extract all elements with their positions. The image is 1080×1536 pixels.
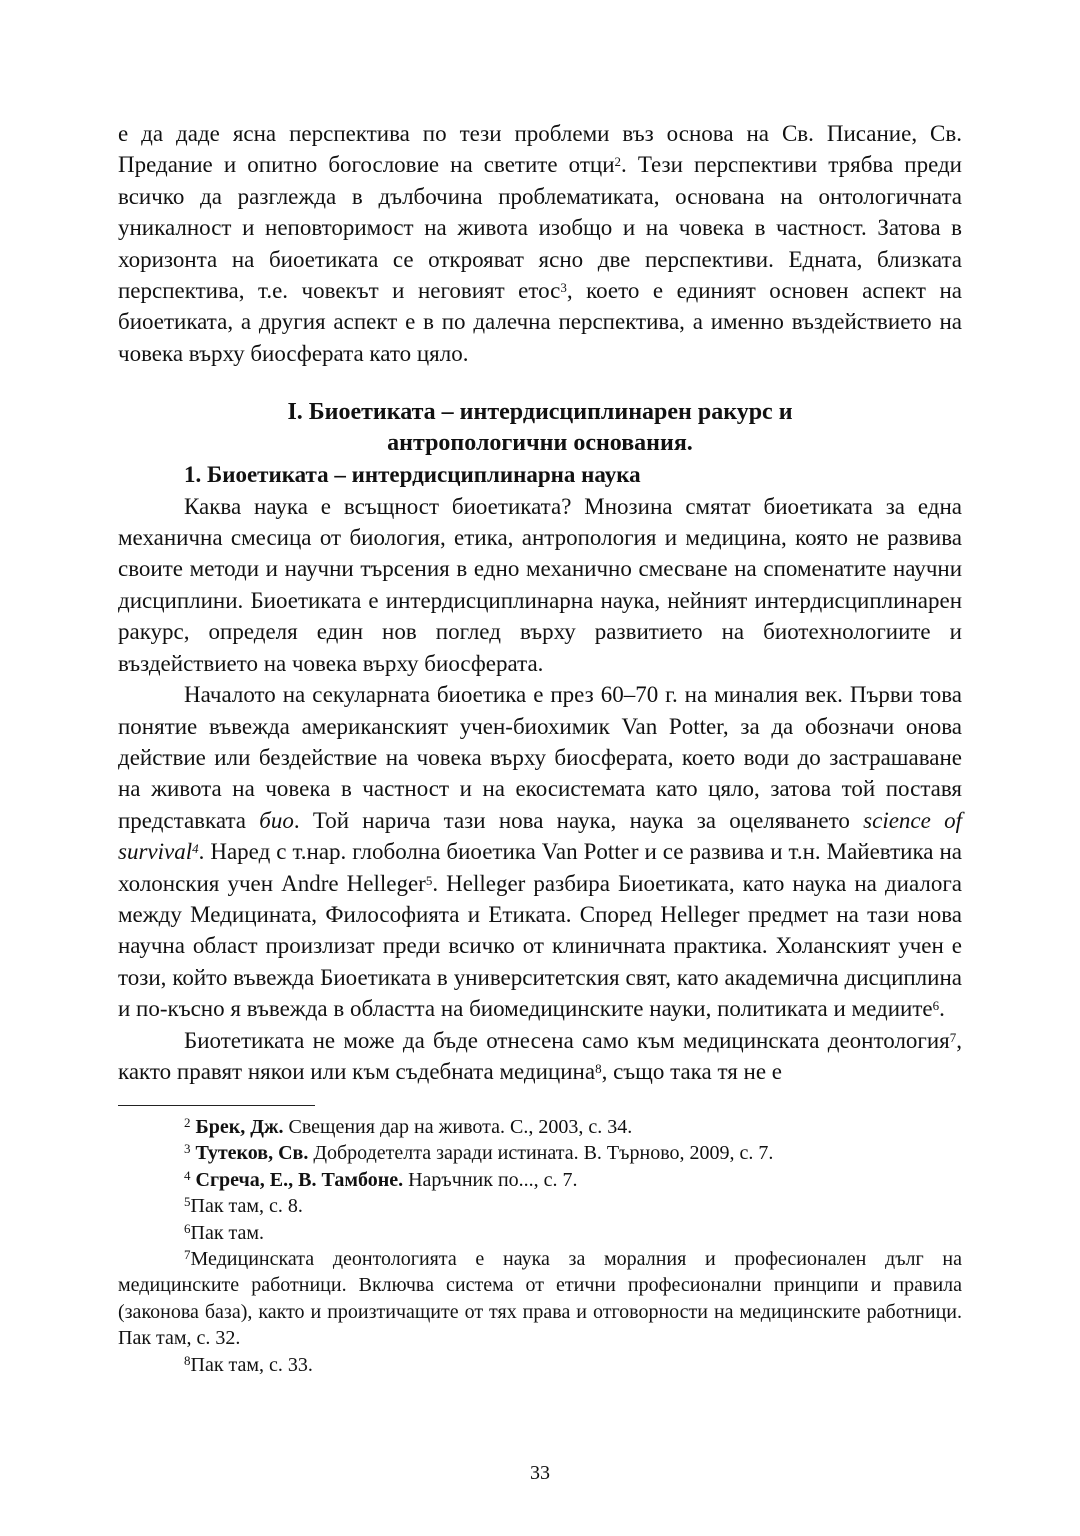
footnote-ref-2: 2 bbox=[614, 154, 622, 170]
footnote: $^5$Пак там, с. 8. bbox=[184, 1194, 303, 1218]
footnote-ref-6: 6 bbox=[932, 998, 940, 1014]
footnote-ref-5: 5 bbox=[425, 872, 433, 888]
main-text bbox=[118, 118, 962, 1087]
footnote: $^6$Пак там. bbox=[184, 1220, 265, 1244]
footnotes bbox=[118, 1114, 962, 1378]
footnote: $^3$ Тутеков, Св. Добродетелта заради истината. В. Търново, 2009, с. 7. bbox=[184, 1141, 774, 1165]
footnote-ref-3: 3 bbox=[560, 280, 567, 296]
subsection-heading: 1. Биоетиката – интердисциплинарна наука bbox=[184, 462, 641, 488]
footnote: $^8$Пак там, с. 33. bbox=[184, 1352, 313, 1376]
paragraph-1: Каква наука е всъщност биоетиката? Мнозина смятат биоетиката за една механична смесица от биология, етика, антропология и медицина, която не развива своите методи и научни търсения в едно механично смесване на споменатите научни дисциплини. Биоетиката е интердисциплинарна наука, нейният интердисциплинарен ракурс, определя един нов поглед върху развитието на биотехнологиите и въздействието на човека върху биосферата. bbox=[118, 493, 962, 676]
footnote-ref-8: 8 bbox=[595, 1060, 602, 1076]
paragraph-3: Биотетиката не може да бъде отнесена само към медицинската деонтология$^7$, както правят някои или към съдебната медицина$^8$, също така тя не е bbox=[118, 1027, 962, 1084]
footnote-ref-7: 7 bbox=[949, 1029, 957, 1045]
page-number: 33 bbox=[530, 1462, 550, 1484]
footnote: $^2$ Брек, Дж. Свещения дар на живота. С., 2003, с. 34. bbox=[184, 1115, 633, 1138]
footnote: $^4$ Сгреча, Е., В. Тамбоне. Наръчник по..., с. 7. bbox=[184, 1167, 578, 1191]
intro-paragraph: е да даде ясна перспектива по тези проблеми въз основа на Св. Писание, Св. Предание и опитно богословие на светите отци$^2$. Тези перспективи трябва преди всичко да разглежда в дълбочина проблематиката, основана на онтологичната уникалност и неповторимост на живота изобщо и на човека в частност. Затова в хоризонта на биоетиката се открояват ясно две перспективи. Едната, близката перспектива, т.е. човекът и неговият етос$^3$, което е единият основен аспект на биоетиката, а другия аспект е в по далечна перспектива, а именно въздействието на човека върху биосферата като цяло. bbox=[118, 121, 962, 366]
section-heading: I. Биоетиката – интердисциплинарен ракурс и антропологични основания. bbox=[287, 399, 793, 457]
footnote-ref-4: 4 bbox=[192, 841, 199, 857]
paragraph-2: Началото на секуларната биоетика е през 60–70 г. на миналия век. Първи това понятие въвежда американският учен-биохимик Van Potter, за да обозначи онова действие или бездействие на човека върху биосферата, което води до застрашаване на живота на човека в частност и на екосистемата като цяло, затова той поставя представката био. Той нарича тази нова наука, наука за оцеляването science of survival$^4$. Наред с т.нар. глоболна биоетика Van Potter и се развива и т.н. Майевтика на холонския учен Andre Helleger$^5$. Helleger разбира Биоетиката, като наука на диалога между Медицината, Философията и Етиката. Според Helleger предмет на тази нова научна област произлизат преди всичко от клиничната практика. Холанският учен е този, който въвежда Биоетиката в университетския свят, като академична дисциплина и по-късно я въвежда в областта на биомедицинските науки, политиката и медиите$^6$. bbox=[118, 682, 962, 1022]
footnote-separator bbox=[118, 1105, 315, 1106]
footnote: $^7$Медицинската деонтологията е наука за моралния и професионален дълг на медицинските работници. Включва система от етични професионални принципи и правила (законова база), както и произтичащите от тях права и отговорности на медицинските работници. Пак там, с. 32. bbox=[118, 1247, 962, 1350]
